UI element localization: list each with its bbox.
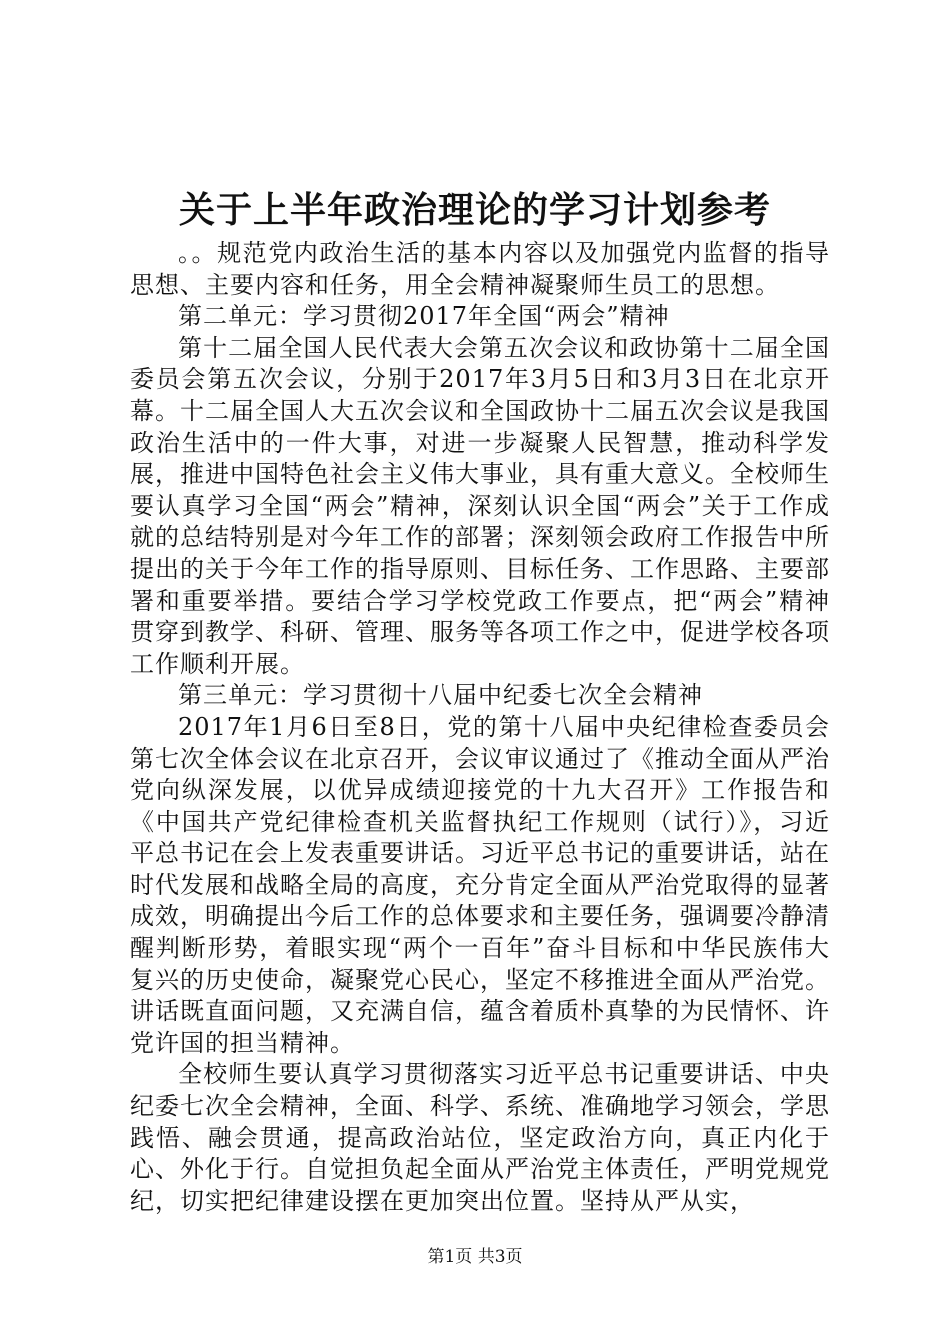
paragraph-intro: 。。规范党内政治生活的基本内容以及加强党内监督的指导思想、主要内容和任务，用全会精神凝聚师生员工的思想。 bbox=[130, 239, 830, 299]
paragraph-discipline-session: 2017年1月6日至8日，党的第十八届中央纪律检查委员会第七次全体会议在北京召开，会议审议通过了《推动全面从严治党向纵深发展，以优异成绩迎接党的十九大召开》工作报告和《中国共产党纪律检查机关监督执纪工作规则（试行）》，习近平总书记在会上发表重要讲话。习近平总书记的重要讲话，站在时代发展和战略全局的高度，充分肯定全面从严治党取得的显著成效，明确提出今后工作的总体要求和主要任务，强调要冷静清醒判断形势，着眼实现“两个一百年”奋斗目标和中华民族伟大复兴的历史使命，凝聚党心民心，坚定不移推进全面从严治党。讲话既直面问题，又充满自信，蕴含着质朴真挚的为民情怀、许党许国的担当精神。 bbox=[130, 712, 830, 1057]
paragraph-two-sessions: 第十二届全国人民代表大会第五次会议和政协第十二届全国委员会第五次会议，分别于2017年3月5日和3月3日在北京开幕。十二届全国人大五次会议和全国政协十二届五次会议是我国政治生活中的一件大事，对进一步凝聚人民智慧，推动科学发展，推进中国特色社会主义伟大事业，具有重大意义。全校师生要认真学习全国“两会”精神，深刻认识全国“两会”关于工作成就的总结特别是对今年工作的部署；深刻领会政府工作报告中所提出的关于今年工作的指导原则、目标任务、工作思路、主要部署和重要举措。要结合学习学校党政工作要点，把“两会”精神贯穿到教学、科研、管理、服务等各项工作之中，促进学校各项工作顺利开展。 bbox=[130, 333, 830, 678]
document-title: 关于上半年政治理论的学习计划参考 bbox=[178, 189, 771, 231]
section-heading-unit-3: 第三单元：学习贯彻十八届中纪委七次全会精神 bbox=[178, 681, 703, 710]
section-heading-unit-2: 第二单元：学习贯彻2017年全国“两会”精神 bbox=[178, 302, 670, 331]
document-body bbox=[130, 238, 830, 1217]
page-number: 第1页 共3页 bbox=[427, 1247, 523, 1267]
paragraph-study-requirements: 全校师生要认真学习贯彻落实习近平总书记重要讲话、中央纪委七次全会精神，全面、科学、系统、准确地学习领会，学思践悟、融会贯通，提高政治站位，坚定政治方向，真正内化于心、外化于行。自觉担负起全面从严治党主体责任，严明党规党纪，切实把纪律建设摆在更加突出位置。坚持从严从实， bbox=[130, 1060, 830, 1215]
